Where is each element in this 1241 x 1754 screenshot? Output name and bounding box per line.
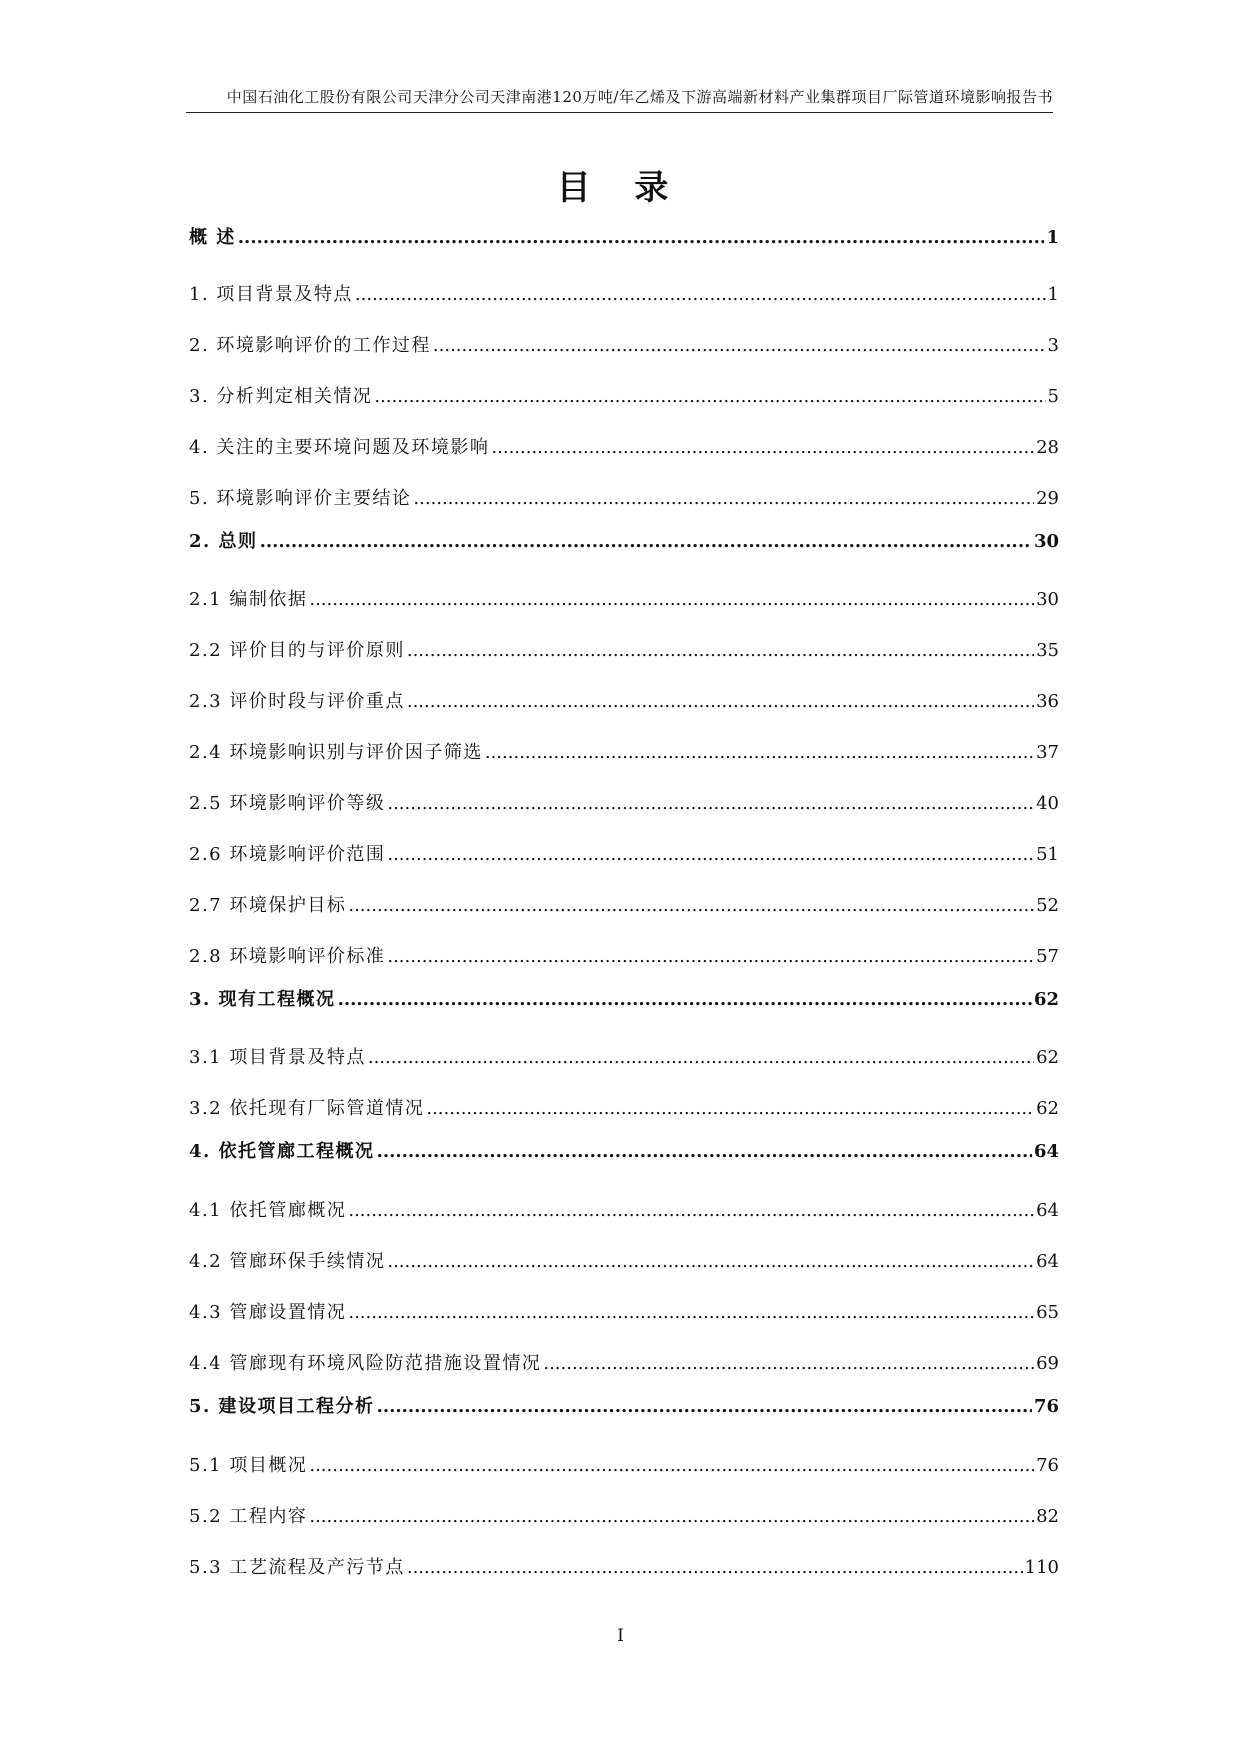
toc-entry-page: 64 bbox=[1036, 1251, 1059, 1272]
toc-entry-page: 76 bbox=[1036, 1455, 1059, 1476]
toc-dot-leader bbox=[355, 284, 1046, 305]
toc-dot-leader bbox=[491, 437, 1034, 458]
toc-entry-label: 4.1 依托管廊概况 bbox=[189, 1200, 347, 1221]
page-number: I bbox=[617, 1626, 624, 1646]
toc-dot-leader bbox=[377, 1396, 1032, 1417]
toc-dot-leader bbox=[348, 1302, 1034, 1323]
toc-entry[interactable] bbox=[189, 1196, 1059, 1222]
toc-entry[interactable] bbox=[189, 891, 1059, 917]
toc-entry-label: 4.2 管廊环保手续情况 bbox=[189, 1251, 386, 1272]
toc-dot-leader bbox=[485, 742, 1034, 763]
toc-dot-leader bbox=[238, 227, 1045, 248]
toc-entry-label: 5.3 工艺流程及产污节点 bbox=[189, 1557, 405, 1578]
toc-entry[interactable] bbox=[189, 1247, 1059, 1273]
toc-entry-label: 2. 总则 bbox=[189, 531, 258, 552]
toc-dot-leader bbox=[348, 895, 1034, 916]
toc-entry-label: 4. 依托管廊工程概况 bbox=[189, 1141, 375, 1162]
toc-entry[interactable] bbox=[189, 1392, 1059, 1418]
toc-entry-label: 3.2 依托现有厂际管道情况 bbox=[189, 1098, 425, 1119]
toc-entry-page: 3 bbox=[1047, 335, 1059, 356]
toc-entry-page: 28 bbox=[1036, 437, 1059, 458]
toc-entry[interactable] bbox=[189, 942, 1059, 968]
toc-entry-label: 3.1 项目背景及特点 bbox=[189, 1047, 366, 1068]
toc-entry[interactable] bbox=[189, 484, 1059, 510]
toc-dot-leader bbox=[413, 488, 1034, 509]
running-header: 中国石油化工股份有限公司天津分公司天津南港120万吨/年乙烯及下游高端新材料产业集群项目厂际管道环境影响报告书 bbox=[226, 88, 1053, 106]
toc-entry-page: 57 bbox=[1036, 946, 1059, 967]
toc-dot-leader bbox=[338, 989, 1032, 1010]
toc-entry-label: 3. 现有工程概况 bbox=[189, 989, 336, 1010]
toc-dot-leader bbox=[387, 793, 1034, 814]
toc-entry-page: 82 bbox=[1036, 1506, 1059, 1527]
toc-entry-page: 64 bbox=[1036, 1200, 1059, 1221]
toc-entry[interactable] bbox=[189, 738, 1059, 764]
toc-entry[interactable] bbox=[189, 223, 1059, 249]
toc-entry[interactable] bbox=[189, 1502, 1059, 1528]
toc-entry-label: 1. 项目背景及特点 bbox=[189, 284, 353, 305]
toc-dot-leader bbox=[374, 386, 1045, 407]
toc-entry-page: 62 bbox=[1036, 1047, 1059, 1068]
toc-entry[interactable] bbox=[189, 1553, 1059, 1579]
toc-entry-page: 1 bbox=[1047, 284, 1059, 305]
toc-entry-page: 110 bbox=[1024, 1557, 1059, 1578]
toc-dot-leader bbox=[368, 1047, 1034, 1068]
toc-dot-leader bbox=[387, 844, 1034, 865]
toc-entry-label: 2.3 评价时段与评价重点 bbox=[189, 691, 405, 712]
toc-entry-label: 2. 环境影响评价的工作过程 bbox=[189, 335, 431, 356]
toc-entry-label: 2.8 环境影响评价标准 bbox=[189, 946, 386, 967]
toc-entry-page: 62 bbox=[1033, 989, 1059, 1010]
toc-entry[interactable] bbox=[189, 1094, 1059, 1120]
toc-entry[interactable] bbox=[189, 1349, 1059, 1375]
toc-entry-page: 64 bbox=[1033, 1141, 1059, 1162]
toc-dot-leader bbox=[407, 640, 1034, 661]
toc-entry-label: 5. 建设项目工程分析 bbox=[189, 1396, 375, 1417]
toc-entry-label: 2.5 环境影响评价等级 bbox=[189, 793, 386, 814]
toc-entry[interactable] bbox=[189, 985, 1059, 1011]
toc-entry-page: 65 bbox=[1036, 1302, 1059, 1323]
toc-dot-leader bbox=[387, 946, 1034, 967]
toc-entry-page: 30 bbox=[1033, 531, 1059, 552]
toc-dot-leader bbox=[260, 531, 1032, 552]
toc-entry[interactable] bbox=[189, 433, 1059, 459]
toc-entry-label: 2.1 编制依据 bbox=[189, 589, 308, 610]
toc-entry[interactable] bbox=[189, 280, 1059, 306]
toc-dot-leader bbox=[433, 335, 1046, 356]
toc-entry-label: 5. 环境影响评价主要结论 bbox=[189, 488, 412, 509]
toc-entry[interactable] bbox=[189, 382, 1059, 408]
toc-dot-leader bbox=[309, 1506, 1034, 1527]
toc-entry-label: 2.2 评价目的与评价原则 bbox=[189, 640, 405, 661]
toc-dot-leader bbox=[543, 1353, 1034, 1374]
toc-dot-leader bbox=[309, 589, 1034, 610]
toc-entry[interactable] bbox=[189, 789, 1059, 815]
toc-entry-page: 37 bbox=[1036, 742, 1059, 763]
toc-entry-label: 2.4 环境影响识别与评价因子筛选 bbox=[189, 742, 483, 763]
toc-entry-page: 76 bbox=[1033, 1396, 1059, 1417]
toc-entry-page: 62 bbox=[1036, 1098, 1059, 1119]
toc-entry[interactable] bbox=[189, 1451, 1059, 1477]
toc-entry-label: 2.6 环境影响评价范围 bbox=[189, 844, 386, 865]
toc-entry-page: 29 bbox=[1036, 488, 1059, 509]
toc-entry-page: 1 bbox=[1046, 227, 1059, 248]
toc-entry-page: 69 bbox=[1036, 1353, 1059, 1374]
toc-entry-label: 5.1 项目概况 bbox=[189, 1455, 308, 1476]
toc-entry[interactable] bbox=[189, 331, 1059, 357]
toc-dot-leader bbox=[348, 1200, 1034, 1221]
toc-dot-leader bbox=[407, 1557, 1023, 1578]
toc-dot-leader bbox=[377, 1141, 1032, 1162]
toc-entry-label: 4.3 管廊设置情况 bbox=[189, 1302, 347, 1323]
toc-entry-page: 40 bbox=[1036, 793, 1059, 814]
toc-entry-page: 30 bbox=[1036, 589, 1059, 610]
toc-entry[interactable] bbox=[189, 687, 1059, 713]
toc-dot-leader bbox=[407, 691, 1034, 712]
toc-entry-page: 51 bbox=[1036, 844, 1059, 865]
toc-entry-label: 2.7 环境保护目标 bbox=[189, 895, 347, 916]
toc-dot-leader bbox=[387, 1251, 1034, 1272]
toc-entry-label: 4. 关注的主要环境问题及环境影响 bbox=[189, 437, 490, 458]
toc-entry[interactable] bbox=[189, 1043, 1059, 1069]
toc-entry-page: 36 bbox=[1036, 691, 1059, 712]
toc-entry[interactable] bbox=[189, 840, 1059, 866]
toc-dot-leader bbox=[309, 1455, 1034, 1476]
toc-entry-page: 5 bbox=[1047, 386, 1059, 407]
toc-entry[interactable] bbox=[189, 636, 1059, 662]
toc-entry-label: 3. 分析判定相关情况 bbox=[189, 386, 373, 407]
page-title: 目 录 bbox=[556, 168, 685, 208]
toc-entry-page: 35 bbox=[1036, 640, 1059, 661]
toc-entry-label: 概 述 bbox=[189, 227, 236, 248]
toc-entry-page: 52 bbox=[1036, 895, 1059, 916]
toc-entry[interactable] bbox=[189, 585, 1059, 611]
toc-entry[interactable] bbox=[189, 1298, 1059, 1324]
toc-dot-leader bbox=[426, 1098, 1034, 1119]
toc-entry-label: 4.4 管廊现有环境风险防范措施设置情况 bbox=[189, 1353, 542, 1374]
toc-entry[interactable] bbox=[189, 527, 1059, 553]
toc-entry-label: 5.2 工程内容 bbox=[189, 1506, 308, 1527]
toc-entry[interactable] bbox=[189, 1137, 1059, 1163]
